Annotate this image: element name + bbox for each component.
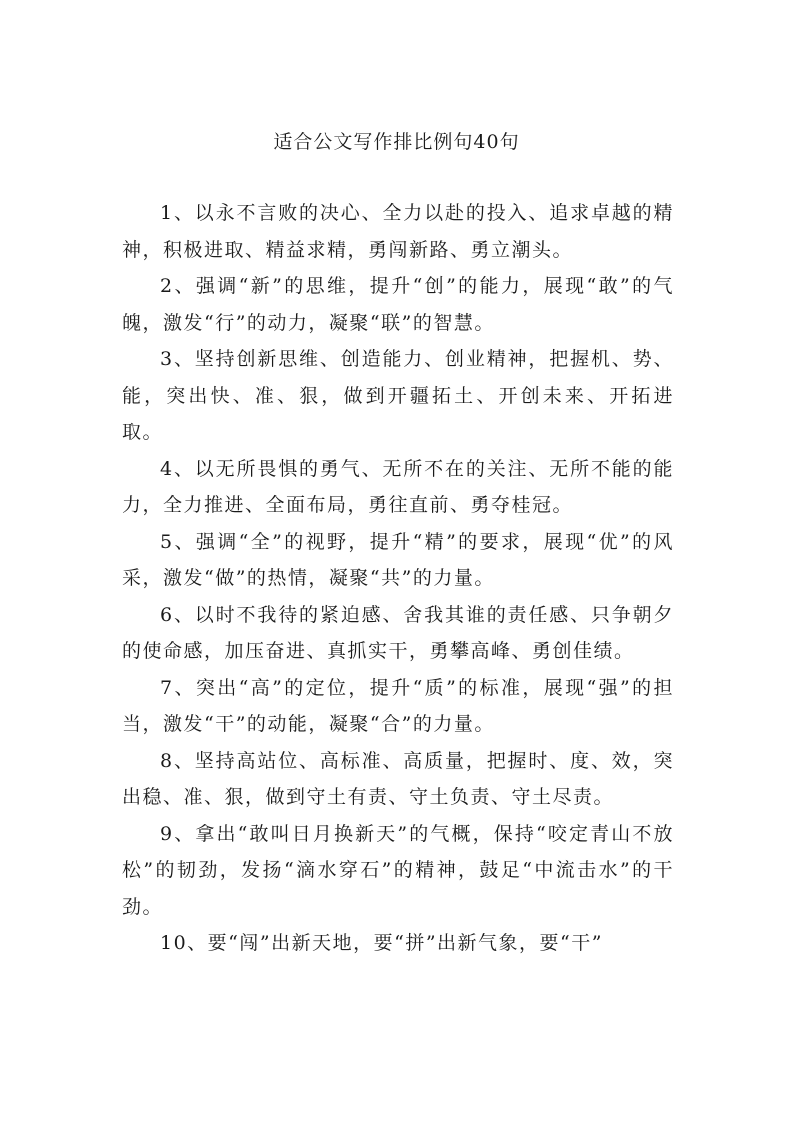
document-body [122,195,674,962]
paragraph-10: 10、要“闯”出新天地，要“拼”出新气象，要“干” [160,932,603,954]
document-title: 适合公文写作排比例句40句 [273,131,520,153]
paragraph-8: 8、坚持高站位、高标准、高质量，把握时、度、效，突出稳、准、狠，做到守土有责、守土负责、守土尽责。 [122,749,674,808]
paragraph-7: 7、突出“高”的定位，提升“质”的标准，展现“强”的担当，激发“干”的动能，凝聚“合”的力量。 [122,676,674,735]
paragraph-2: 2、强调“新”的思维，提升“创”的能力，展现“敢”的气魄，激发“行”的动力，凝聚“联”的智慧。 [122,275,674,334]
paragraph-1: 1、以永不言败的决心、全力以赴的投入、追求卓越的精神，积极进取、精益求精，勇闯新路、勇立潮头。 [122,202,674,261]
paragraph-6: 6、以时不我待的紧迫感、舍我其谁的责任感、只争朝夕的使命感，加压奋进、真抓实干，勇攀高峰、勇创佳绩。 [122,603,674,662]
paragraph-3: 3、坚持创新思维、创造能力、创业精神，把握机、势、能，突出快、准、狠，做到开疆拓土、开创未来、开拓进取。 [122,348,674,443]
paragraph-9: 9、拿出“敢叫日月换新天”的气概，保持“咬定青山不放松”的韧劲，发扬“滴水穿石”的精神，鼓足“中流击水”的干劲。 [122,822,674,918]
paragraph-4: 4、以无所畏惧的勇气、无所不在的关注、无所不能的能力，全力推进、全面布局，勇往直前、勇夺桂冠。 [122,457,674,516]
paragraph-5: 5、强调“全”的视野，提升“精”的要求，展现“优”的风采，激发“做”的热情，凝聚“共”的力量。 [122,530,674,589]
